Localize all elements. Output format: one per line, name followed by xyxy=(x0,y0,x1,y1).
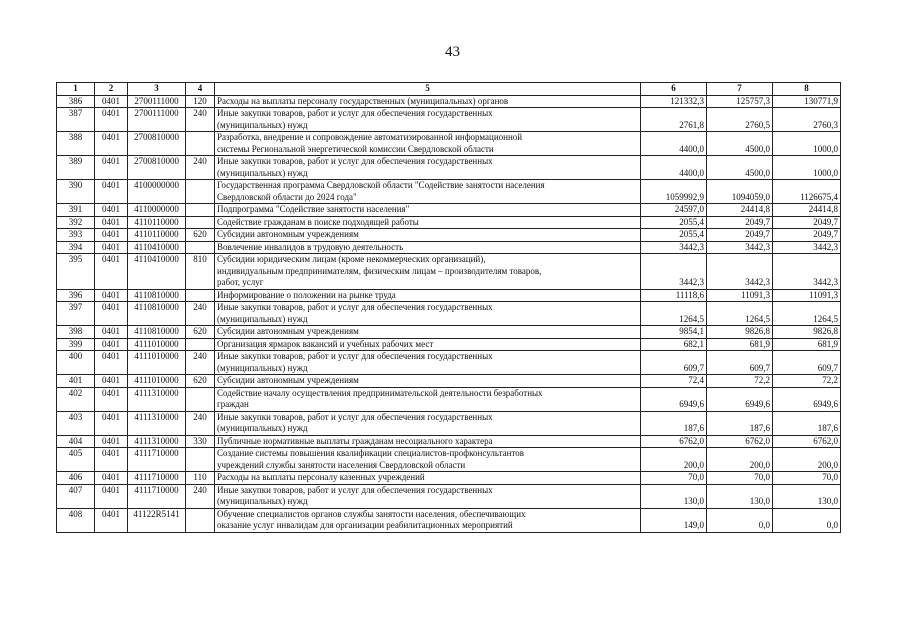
amount-col-7: 609,7 xyxy=(707,351,773,375)
amount-col-8: 2760,3 xyxy=(773,108,841,132)
amount-col-8: 130771,9 xyxy=(773,95,841,108)
expense-type-code xyxy=(186,241,215,254)
row-number: 408 xyxy=(57,508,95,532)
row-number: 407 xyxy=(57,484,95,508)
header-row xyxy=(57,83,841,96)
amount-col-8: 6762,0 xyxy=(773,435,841,448)
table-row xyxy=(57,508,841,532)
row-number: 394 xyxy=(57,241,95,254)
description-line: Субсидии автономным учреждениям xyxy=(217,375,359,385)
amount-col-6: 2055,4 xyxy=(641,216,707,229)
amount-col-7: 187,6 xyxy=(707,411,773,435)
expense-type-code xyxy=(186,204,215,217)
amount-col-8: 70,0 xyxy=(773,472,841,485)
section-code: 0401 xyxy=(95,448,128,472)
description-cell xyxy=(215,508,641,532)
description-line: (муниципальных) нужд xyxy=(217,167,308,178)
amount-col-7: 6949,6 xyxy=(707,387,773,411)
table-row xyxy=(57,241,841,254)
amount-col-8: 1126675,4 xyxy=(773,180,841,204)
description-line: Разработка, внедрение и сопровождение автоматизированной информационной xyxy=(217,132,523,142)
table-row xyxy=(57,254,841,290)
table-row xyxy=(57,338,841,351)
description-line: Подпрограмма "Содействие занятости населения" xyxy=(217,204,410,214)
row-number: 390 xyxy=(57,180,95,204)
section-code: 0401 xyxy=(95,156,128,180)
amount-col-7: 6762,0 xyxy=(707,435,773,448)
amount-col-8: 11091,3 xyxy=(773,289,841,302)
target-article-code: 4111010000 xyxy=(128,375,186,388)
description-line: Иные закупки товаров, работ и услуг для обеспечения государственных xyxy=(217,108,493,118)
description-line: Расходы на выплаты персоналу казенных учреждений xyxy=(217,472,425,482)
expense-type-code: 240 xyxy=(186,351,215,375)
col-header: 7 xyxy=(707,83,773,96)
section-code: 0401 xyxy=(95,508,128,532)
table-row xyxy=(57,108,841,132)
expense-type-code xyxy=(186,180,215,204)
amount-col-8: 1000,0 xyxy=(773,156,841,180)
table-body xyxy=(57,95,841,532)
amount-col-6: 187,6 xyxy=(641,411,707,435)
section-code: 0401 xyxy=(95,472,128,485)
description-line: Организация ярмарок вакансий и учебных рабочих мест xyxy=(217,338,434,349)
amount-col-8: 187,6 xyxy=(773,411,841,435)
description-line: (муниципальных) нужд xyxy=(217,496,308,506)
target-article-code: 4111010000 xyxy=(128,338,186,351)
target-article-code: 4110810000 xyxy=(128,289,186,302)
description-line: системы Региональной энергетической комиссии Свердловской области xyxy=(217,143,494,154)
amount-col-8: 130,0 xyxy=(773,484,841,508)
target-article-code: 4100000000 xyxy=(128,180,186,204)
expense-type-code: 810 xyxy=(186,254,215,290)
col-header: 4 xyxy=(186,83,215,96)
description-line: Государственная программа Свердловской области "Содействие занятости населения xyxy=(217,180,545,190)
row-number: 399 xyxy=(57,338,95,351)
description-line: Иные закупки товаров, работ и услуг для обеспечения государственных xyxy=(217,302,493,312)
row-number: 397 xyxy=(57,302,95,326)
amount-col-7: 4500,0 xyxy=(707,132,773,156)
description-line: Публичные нормативные выплаты гражданам несоциального характера xyxy=(217,435,493,446)
description-cell xyxy=(215,241,641,254)
amount-col-6: 1264,5 xyxy=(641,302,707,326)
row-number: 387 xyxy=(57,108,95,132)
description-cell xyxy=(215,229,641,242)
row-number: 391 xyxy=(57,204,95,217)
row-number: 388 xyxy=(57,132,95,156)
amount-col-6: 24597,0 xyxy=(641,204,707,217)
table-row xyxy=(57,472,841,485)
amount-col-7: 2760,5 xyxy=(707,108,773,132)
description-line: Информирование о положении на рынке труда xyxy=(217,289,396,300)
target-article-code: 4110810000 xyxy=(128,302,186,326)
description-line: Субсидии юридическим лицам (кроме некоммерческих организаций), xyxy=(217,254,486,264)
description-line: учреждений службы занятости населения Свердловской области xyxy=(217,459,466,470)
amount-col-8: 24414,8 xyxy=(773,204,841,217)
amount-col-7: 70,0 xyxy=(707,472,773,485)
description-cell xyxy=(215,204,641,217)
col-header: 3 xyxy=(128,83,186,96)
description-cell xyxy=(215,472,641,485)
target-article-code: 4111310000 xyxy=(128,435,186,448)
table-row xyxy=(57,411,841,435)
description-line: Субсидии автономным учреждениям xyxy=(217,326,359,336)
col-header: 5 xyxy=(215,83,641,96)
description-cell xyxy=(215,375,641,388)
amount-col-7: 0,0 xyxy=(707,508,773,532)
row-number: 401 xyxy=(57,375,95,388)
description-cell xyxy=(215,180,641,204)
table-row xyxy=(57,375,841,388)
target-article-code: 2700810000 xyxy=(128,156,186,180)
target-article-code: 4111710000 xyxy=(128,448,186,472)
expense-type-code: 240 xyxy=(186,302,215,326)
description-line: Иные закупки товаров, работ и услуг для обеспечения государственных xyxy=(217,484,493,495)
amount-col-6: 70,0 xyxy=(641,472,707,485)
description-line: Субсидии автономным учреждениям xyxy=(217,229,359,239)
table-row xyxy=(57,95,841,108)
target-article-code: 4111310000 xyxy=(128,411,186,435)
description-cell xyxy=(215,302,641,326)
amount-col-7: 130,0 xyxy=(707,484,773,508)
amount-col-6: 609,7 xyxy=(641,351,707,375)
expense-type-code xyxy=(186,216,215,229)
target-article-code: 4111710000 xyxy=(128,472,186,485)
budget-table xyxy=(56,82,841,533)
amount-col-6: 2055,4 xyxy=(641,229,707,242)
amount-col-7: 681,9 xyxy=(707,338,773,351)
amount-col-7: 200,0 xyxy=(707,448,773,472)
expense-type-code: 240 xyxy=(186,484,215,508)
amount-col-8: 3442,3 xyxy=(773,241,841,254)
description-cell xyxy=(215,108,641,132)
expense-type-code: 620 xyxy=(186,229,215,242)
table-row xyxy=(57,216,841,229)
row-number: 403 xyxy=(57,411,95,435)
expense-type-code: 240 xyxy=(186,108,215,132)
table-row xyxy=(57,448,841,472)
expense-type-code xyxy=(186,132,215,156)
expense-type-code: 120 xyxy=(186,95,215,108)
amount-col-8: 200,0 xyxy=(773,448,841,472)
expense-type-code xyxy=(186,289,215,302)
target-article-code: 2700111000 xyxy=(128,108,186,132)
description-cell xyxy=(215,289,641,302)
amount-col-8: 6949,6 xyxy=(773,387,841,411)
description-line: оказание услуг инвалидам для организации реабилитационных мероприятий xyxy=(217,520,513,530)
row-number: 386 xyxy=(57,95,95,108)
table-row xyxy=(57,326,841,339)
table-row xyxy=(57,132,841,156)
amount-col-8: 681,9 xyxy=(773,338,841,351)
description-cell xyxy=(215,156,641,180)
amount-col-6: 4400,0 xyxy=(641,156,707,180)
amount-col-6: 3442,3 xyxy=(641,241,707,254)
description-line: Иные закупки товаров, работ и услуг для обеспечения государственных xyxy=(217,351,493,361)
page-number: 43 xyxy=(445,44,460,60)
description-cell xyxy=(215,338,641,351)
target-article-code: 4111710000 xyxy=(128,484,186,508)
col-header: 2 xyxy=(95,83,128,96)
expense-type-code xyxy=(186,387,215,411)
amount-col-7: 72,2 xyxy=(707,375,773,388)
section-code: 0401 xyxy=(95,302,128,326)
table-row xyxy=(57,484,841,508)
row-number: 406 xyxy=(57,472,95,485)
amount-col-6: 3442,3 xyxy=(641,254,707,290)
description-line: Иные закупки товаров, работ и услуг для обеспечения государственных xyxy=(217,156,493,166)
target-article-code: 41122R5141 xyxy=(128,508,186,532)
description-line: (муниципальных) нужд xyxy=(217,362,308,373)
target-article-code: 4110810000 xyxy=(128,326,186,339)
description-cell xyxy=(215,484,641,508)
target-article-code: 4110410000 xyxy=(128,254,186,290)
row-number: 405 xyxy=(57,448,95,472)
description-cell xyxy=(215,132,641,156)
amount-col-6: 200,0 xyxy=(641,448,707,472)
section-code: 0401 xyxy=(95,411,128,435)
description-line: Обучение специалистов органов службы занятости населения, обеспечивающих xyxy=(217,508,526,519)
description-line: Иные закупки товаров, работ и услуг для обеспечения государственных xyxy=(217,411,493,422)
table-row xyxy=(57,229,841,242)
amount-col-7: 3442,3 xyxy=(707,241,773,254)
amount-col-7: 2049,7 xyxy=(707,229,773,242)
amount-col-7: 24414,8 xyxy=(707,204,773,217)
description-line: граждан xyxy=(217,399,249,409)
row-number: 392 xyxy=(57,216,95,229)
amount-col-8: 2049,7 xyxy=(773,229,841,242)
section-code: 0401 xyxy=(95,484,128,508)
section-code: 0401 xyxy=(95,241,128,254)
amount-col-8: 1000,0 xyxy=(773,132,841,156)
section-code: 0401 xyxy=(95,204,128,217)
description-line: Свердловской области до 2024 года" xyxy=(217,191,357,202)
expense-type-code: 330 xyxy=(186,435,215,448)
amount-col-8: 1264,5 xyxy=(773,302,841,326)
col-header: 8 xyxy=(773,83,841,96)
description-line: Создание системы повышения квалификации специалистов-профконсультантов xyxy=(217,448,525,458)
row-number: 393 xyxy=(57,229,95,242)
target-article-code: 4111010000 xyxy=(128,351,186,375)
section-code: 0401 xyxy=(95,216,128,229)
description-line: Вовлечение инвалидов в трудовую деятельность xyxy=(217,241,404,252)
description-cell xyxy=(215,254,641,290)
target-article-code: 4110410000 xyxy=(128,241,186,254)
row-number: 402 xyxy=(57,387,95,411)
amount-col-8: 9826,8 xyxy=(773,326,841,339)
section-code: 0401 xyxy=(95,254,128,290)
table-row xyxy=(57,435,841,448)
expense-type-code: 620 xyxy=(186,326,215,339)
description-line: индивидуальным предпринимателям, физическим лицам – производителям товаров, xyxy=(217,265,542,276)
section-code: 0401 xyxy=(95,375,128,388)
amount-col-7: 1094059,0 xyxy=(707,180,773,204)
target-article-code: 4110000000 xyxy=(128,204,186,217)
expense-type-code: 620 xyxy=(186,375,215,388)
section-code: 0401 xyxy=(95,289,128,302)
expense-type-code xyxy=(186,338,215,351)
section-code: 0401 xyxy=(95,435,128,448)
description-line: (муниципальных) нужд xyxy=(217,119,308,130)
row-number: 395 xyxy=(57,254,95,290)
section-code: 0401 xyxy=(95,326,128,339)
description-cell xyxy=(215,411,641,435)
description-line: Расходы на выплаты персоналу государственных (муниципальных) органов xyxy=(217,95,509,106)
description-cell xyxy=(215,435,641,448)
amount-col-7: 11091,3 xyxy=(707,289,773,302)
description-cell xyxy=(215,387,641,411)
target-article-code: 4111310000 xyxy=(128,387,186,411)
amount-col-7: 2049,7 xyxy=(707,216,773,229)
amount-col-6: 2761,8 xyxy=(641,108,707,132)
row-number: 389 xyxy=(57,156,95,180)
amount-col-8: 2049,7 xyxy=(773,216,841,229)
expense-type-code xyxy=(186,448,215,472)
description-line: (муниципальных) нужд xyxy=(217,313,308,324)
expense-type-code: 110 xyxy=(186,472,215,485)
section-code: 0401 xyxy=(95,338,128,351)
section-code: 0401 xyxy=(95,132,128,156)
target-article-code: 4110110000 xyxy=(128,229,186,242)
amount-col-6: 682,1 xyxy=(641,338,707,351)
section-code: 0401 xyxy=(95,387,128,411)
expense-type-code: 240 xyxy=(186,411,215,435)
table-row xyxy=(57,387,841,411)
description-cell xyxy=(215,216,641,229)
amount-col-6: 72,4 xyxy=(641,375,707,388)
target-article-code: 2700810000 xyxy=(128,132,186,156)
table-row xyxy=(57,351,841,375)
target-article-code: 2700111000 xyxy=(128,95,186,108)
section-code: 0401 xyxy=(95,180,128,204)
section-code: 0401 xyxy=(95,229,128,242)
amount-col-6: 1059992,9 xyxy=(641,180,707,204)
table-row xyxy=(57,180,841,204)
description-line: Содействие гражданам в поиске подходящей работы xyxy=(217,216,419,227)
description-line: работ, услуг xyxy=(217,277,264,287)
amount-col-7: 9826,8 xyxy=(707,326,773,339)
section-code: 0401 xyxy=(95,95,128,108)
col-header: 6 xyxy=(641,83,707,96)
amount-col-6: 4400,0 xyxy=(641,132,707,156)
description-line: Содействие началу осуществления предпринимательской деятельности безработных xyxy=(217,387,543,398)
amount-col-6: 149,0 xyxy=(641,508,707,532)
amount-col-7: 4500,0 xyxy=(707,156,773,180)
amount-col-6: 6762,0 xyxy=(641,435,707,448)
amount-col-8: 72,2 xyxy=(773,375,841,388)
amount-col-7: 125757,3 xyxy=(707,95,773,108)
amount-col-6: 6949,6 xyxy=(641,387,707,411)
table-row xyxy=(57,156,841,180)
row-number: 400 xyxy=(57,351,95,375)
amount-col-7: 1264,5 xyxy=(707,302,773,326)
amount-col-6: 130,0 xyxy=(641,484,707,508)
description-cell xyxy=(215,95,641,108)
col-header: 1 xyxy=(57,83,95,96)
amount-col-6: 9854,1 xyxy=(641,326,707,339)
amount-col-7: 3442,3 xyxy=(707,254,773,290)
amount-col-8: 0,0 xyxy=(773,508,841,532)
row-number: 404 xyxy=(57,435,95,448)
expense-type-code: 240 xyxy=(186,156,215,180)
target-article-code: 4110110000 xyxy=(128,216,186,229)
description-line: (муниципальных) нужд xyxy=(217,423,308,433)
amount-col-8: 609,7 xyxy=(773,351,841,375)
table-row xyxy=(57,302,841,326)
row-number: 396 xyxy=(57,289,95,302)
description-cell xyxy=(215,448,641,472)
amount-col-6: 121332,3 xyxy=(641,95,707,108)
table-row xyxy=(57,289,841,302)
section-code: 0401 xyxy=(95,108,128,132)
expense-type-code xyxy=(186,508,215,532)
description-cell xyxy=(215,326,641,339)
amount-col-8: 3442,3 xyxy=(773,254,841,290)
section-code: 0401 xyxy=(95,351,128,375)
amount-col-6: 11118,6 xyxy=(641,289,707,302)
table-row xyxy=(57,204,841,217)
description-cell xyxy=(215,351,641,375)
row-number: 398 xyxy=(57,326,95,339)
